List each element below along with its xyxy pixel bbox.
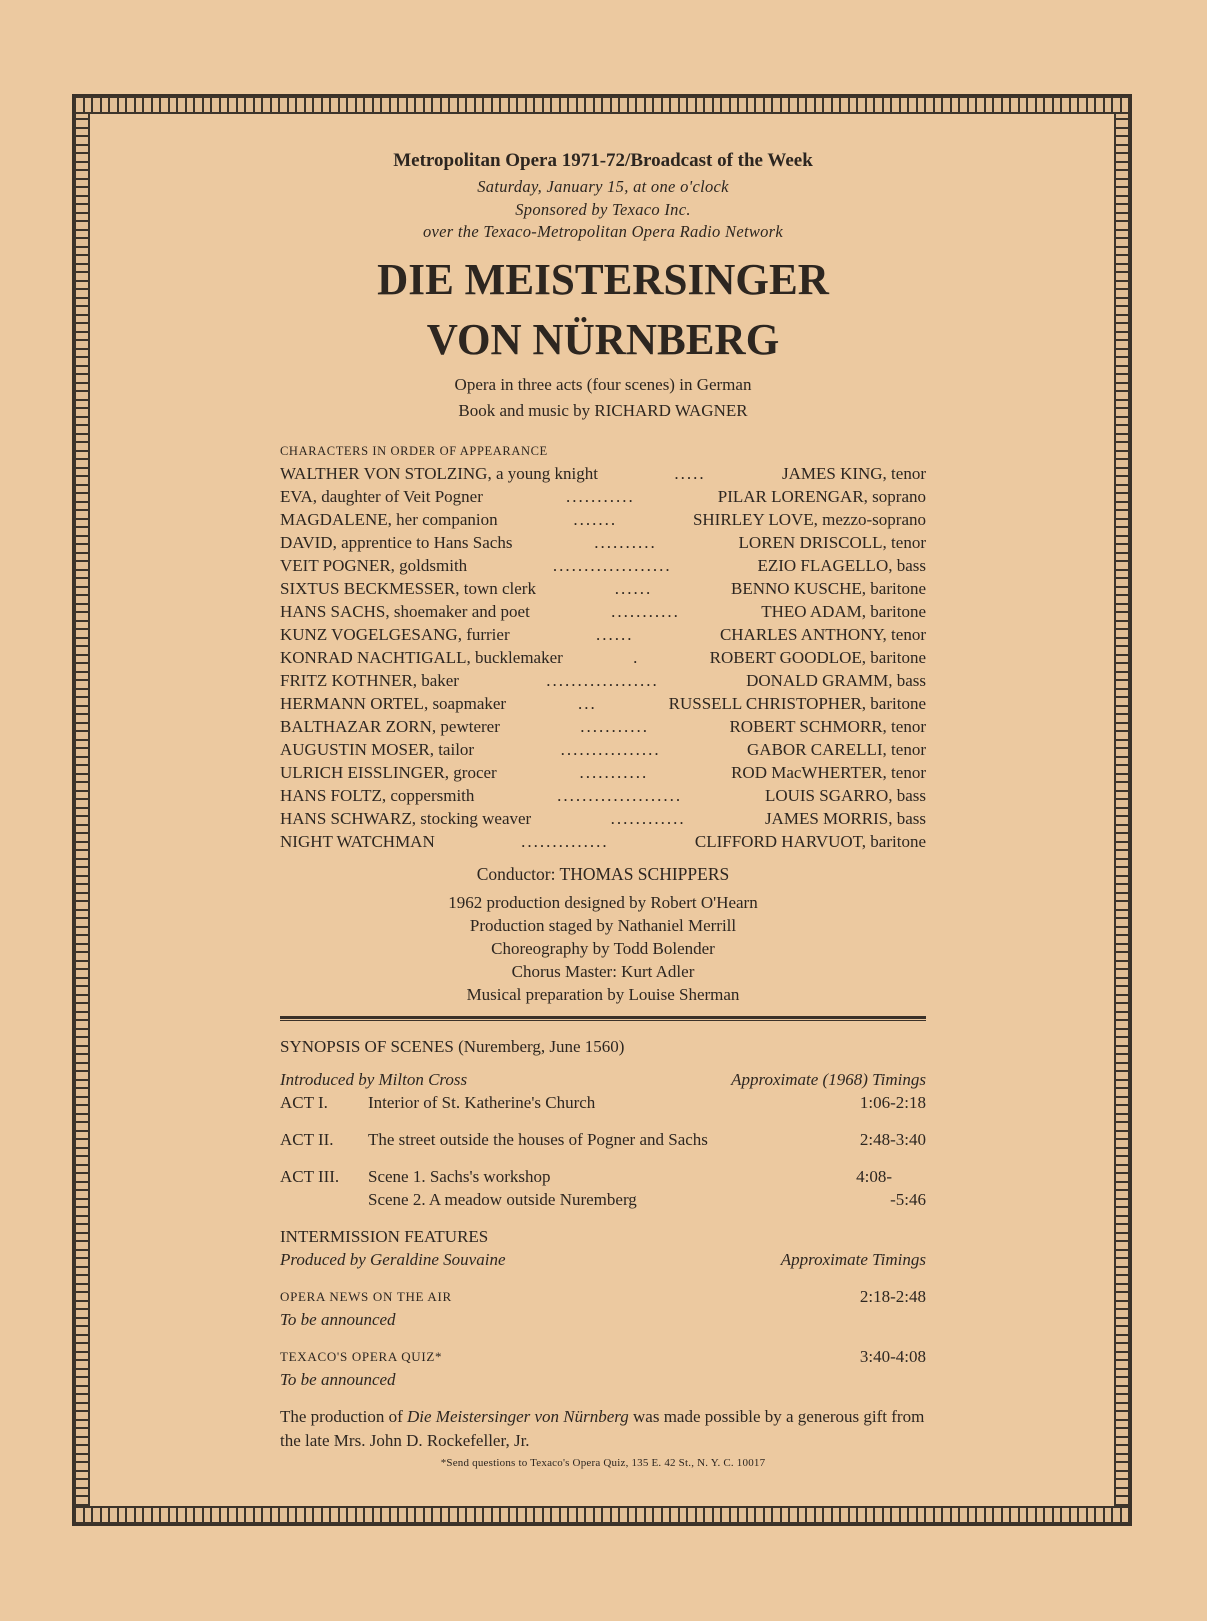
cast-leader-dots: ....... — [573, 509, 618, 529]
section-divider — [280, 1016, 926, 1021]
cast-row — [280, 669, 926, 692]
cast-artist: RUSSELL CHRISTOPHER, baritone — [668, 693, 926, 713]
cast-role: SIXTUS BECKMESSER, town clerk — [280, 578, 536, 598]
cast-leader-dots: ..... — [674, 463, 706, 483]
synopsis-host: Introduced by Milton Cross — [280, 1069, 468, 1089]
act-1-time: 1:06-2:18 — [859, 1092, 926, 1112]
cast-leader-dots: ........... — [580, 716, 650, 736]
act-2-time: 2:48-3:40 — [859, 1129, 926, 1149]
synopsis-title: SYNOPSIS OF SCENES (Nuremberg, June 1560) — [280, 1036, 625, 1056]
cast-row — [280, 508, 926, 531]
credit-choreography: Choreography by Todd Bolender — [491, 938, 715, 958]
cast-role: BALTHAZAR ZORN, pewterer — [280, 716, 500, 736]
cast-row — [280, 600, 926, 623]
title-line-2: VON NÜRNBERG — [426, 314, 780, 364]
cast-artist: ROBERT GOODLOE, baritone — [709, 647, 926, 667]
subtitle-composer: Book and music by RICHARD WAGNER — [458, 400, 748, 420]
cast-artist: LOUIS SGARRO, bass — [764, 785, 926, 805]
feature-1-note: To be announced — [280, 1309, 396, 1329]
cast-row — [280, 646, 926, 669]
cast-artist: SHIRLEY LOVE, mezzo-soprano — [692, 509, 926, 529]
cast-row — [280, 462, 926, 485]
cast-leader-dots: ........... — [565, 486, 635, 506]
cast-leader-dots: .......... — [594, 532, 657, 552]
credit-designer: 1962 production designed by Robert O'Hearn — [448, 892, 758, 912]
cast-artist: DONALD GRAMM, bass — [746, 670, 926, 690]
act-3-row — [280, 1165, 926, 1188]
production-note — [280, 1405, 926, 1453]
act-1-label: ACT I. — [280, 1092, 328, 1112]
cast-role: ULRICH EISSLINGER, grocer — [280, 762, 497, 782]
act-2-text: The street outside the houses of Pogner and Sachs — [368, 1129, 708, 1149]
cast-row — [280, 830, 926, 853]
feature-1-note-row — [280, 1308, 926, 1331]
credit-musical-prep: Musical preparation by Louise Sherman — [466, 984, 740, 1004]
cast-row — [280, 577, 926, 600]
act-2-label: ACT II. — [280, 1129, 334, 1149]
cast-role: HERMANN ORTEL, soapmaker — [280, 693, 507, 713]
synopsis-header-row — [280, 1068, 926, 1091]
cast-leader-dots: .................. — [546, 670, 659, 690]
header-sponsor: Sponsored by Texaco Inc. — [515, 199, 691, 219]
feature-2-time: 3:40-4:08 — [859, 1346, 926, 1366]
cast-artist: ROD MacWHERTER, tenor — [731, 762, 926, 782]
act-2-row — [280, 1128, 926, 1151]
header-season: Metropolitan Opera 1971-72/Broadcast of the Week — [393, 150, 813, 171]
credit-chorus: Chorus Master: Kurt Adler — [511, 961, 695, 981]
cast-leader-dots: ........... — [611, 601, 680, 621]
feature-2-row — [280, 1345, 926, 1368]
intermission-header-row — [280, 1248, 926, 1271]
cast-artist: PILAR LORENGAR, soprano — [717, 486, 926, 506]
title-line-1: DIE MEISTERSINGER — [377, 254, 829, 304]
credit-conductor: Conductor: THOMAS SCHIPPERS — [476, 863, 730, 884]
intermission-timings-label: Approximate Timings — [780, 1249, 926, 1269]
intermission-title-row — [280, 1225, 926, 1248]
cast-artist: EZIO FLAGELLO, bass — [757, 555, 926, 575]
cast-row — [280, 531, 926, 554]
cast-row — [280, 761, 926, 784]
act-1-row — [280, 1091, 926, 1114]
cast-leader-dots: ...... — [596, 624, 634, 644]
feature-2-name: TEXACO'S OPERA QUIZ* — [280, 1348, 443, 1364]
cast-role: VEIT POGNER, goldsmith — [280, 555, 468, 575]
header-network: over the Texaco-Metropolitan Opera Radio Network — [422, 222, 784, 241]
border-left — [74, 114, 90, 1506]
note-pre: The production of — [280, 1406, 407, 1426]
cast-role: FRITZ KOTHNER, baker — [280, 670, 459, 690]
cast-role: KONRAD NACHTIGALL, bucklemaker — [280, 647, 563, 667]
cast-leader-dots: .............. — [521, 831, 609, 851]
cast-row — [280, 485, 926, 508]
cast-role: KUNZ VOGELGESANG, furrier — [280, 624, 510, 644]
cast-leader-dots: ........... — [579, 762, 649, 782]
credit-staging: Production staged by Nathaniel Merrill — [469, 915, 737, 935]
subtitle-acts: Opera in three acts (four scenes) in German — [454, 374, 752, 394]
cast-artist: LOREN DRISCOLL, tenor — [738, 532, 926, 552]
cast-role: HANS FOLTZ, coppersmith — [280, 785, 475, 805]
cast-artist: THEO ADAM, baritone — [761, 601, 926, 621]
cast-leader-dots: ................... — [552, 555, 672, 575]
cast-artist: CLIFFORD HARVUOT, baritone — [694, 831, 926, 851]
note-post: was made possible by a generous gift from the late Mrs. John D. Rockefeller, Jr. — [280, 1406, 925, 1450]
act-3-scene-1: Scene 1. Sachs's workshop — [368, 1166, 551, 1186]
act-1-text: Interior of St. Katherine's Church — [368, 1092, 596, 1112]
cast-heading: CHARACTERS IN ORDER OF APPEARANCE — [280, 443, 548, 458]
intermission-title: INTERMISSION FEATURES — [280, 1226, 489, 1246]
cast-leader-dots: .................... — [557, 785, 683, 805]
cast-artist: BENNO KUSCHE, baritone — [730, 578, 926, 598]
cast-row — [280, 738, 926, 761]
feature-1-row — [280, 1285, 926, 1308]
footnote: *Send questions to Texaco's Opera Quiz, 135 E. 42 St., N. Y. C. 10017 — [440, 1456, 766, 1469]
production-credits — [280, 861, 926, 1006]
act-3-label: ACT III. — [280, 1166, 340, 1186]
cast-role: DAVID, apprentice to Hans Sachs — [280, 532, 513, 552]
cast-role: AUGUSTIN MOSER, tailor — [280, 739, 475, 759]
cast-leader-dots: . — [633, 647, 640, 667]
border-right — [1114, 114, 1130, 1506]
cast-artist: CHARLES ANTHONY, tenor — [719, 624, 926, 644]
cast-role: NIGHT WATCHMAN — [280, 831, 435, 851]
act-3-scene-2: Scene 2. A meadow outside Nuremberg — [368, 1189, 637, 1209]
act-3-time-end: -5:46 — [890, 1189, 926, 1209]
feature-2-note: To be announced — [280, 1369, 396, 1389]
synopsis-timings-label: Approximate (1968) Timings — [731, 1069, 926, 1089]
border-top — [74, 96, 1130, 114]
opera-subtitle — [280, 372, 926, 424]
header-date: Saturday, January 15, at one o'clock — [477, 177, 729, 196]
cast-row — [280, 554, 926, 577]
intermission-producer: Produced by Geraldine Souvaine — [280, 1249, 506, 1269]
cast-role: HANS SACHS, shoemaker and poet — [280, 601, 530, 621]
border-bottom — [74, 1506, 1130, 1524]
cast-role: EVA, daughter of Veit Pogner — [280, 486, 483, 506]
act-3-time-start: 4:08- — [856, 1166, 892, 1186]
cast-artist: GABOR CARELLI, tenor — [747, 739, 926, 759]
cast-artist: JAMES KING, tenor — [781, 463, 926, 483]
feature-1-name: OPERA NEWS ON THE AIR — [280, 1288, 452, 1304]
cast-role: MAGDALENE, her companion — [280, 509, 498, 529]
opera-title — [280, 252, 926, 368]
cast-row — [280, 623, 926, 646]
program-content — [280, 150, 926, 1469]
cast-artist: ROBERT SCHMORR, tenor — [729, 716, 926, 736]
cast-leader-dots: ... — [577, 693, 597, 713]
broadcast-header — [280, 150, 926, 244]
cast-row — [280, 692, 926, 715]
act-3-scene-2-row — [280, 1188, 926, 1211]
cast-leader-dots: ...... — [614, 578, 653, 598]
feature-2-note-row — [280, 1368, 926, 1391]
cast-role: WALTHER VON STOLZING, a young knight — [280, 463, 598, 483]
cast-role: HANS SCHWARZ, stocking weaver — [280, 808, 532, 828]
cast-leader-dots: ................ — [560, 739, 661, 759]
cast-leader-dots: ............ — [610, 808, 686, 828]
note-opera-title: Die Meistersinger von Nürnberg — [407, 1406, 629, 1426]
cast-artist: JAMES MORRIS, bass — [764, 808, 926, 828]
cast-row — [280, 715, 926, 738]
cast-list — [280, 462, 926, 853]
cast-row — [280, 784, 926, 807]
cast-row — [280, 807, 926, 830]
feature-1-time: 2:18-2:48 — [859, 1286, 926, 1306]
